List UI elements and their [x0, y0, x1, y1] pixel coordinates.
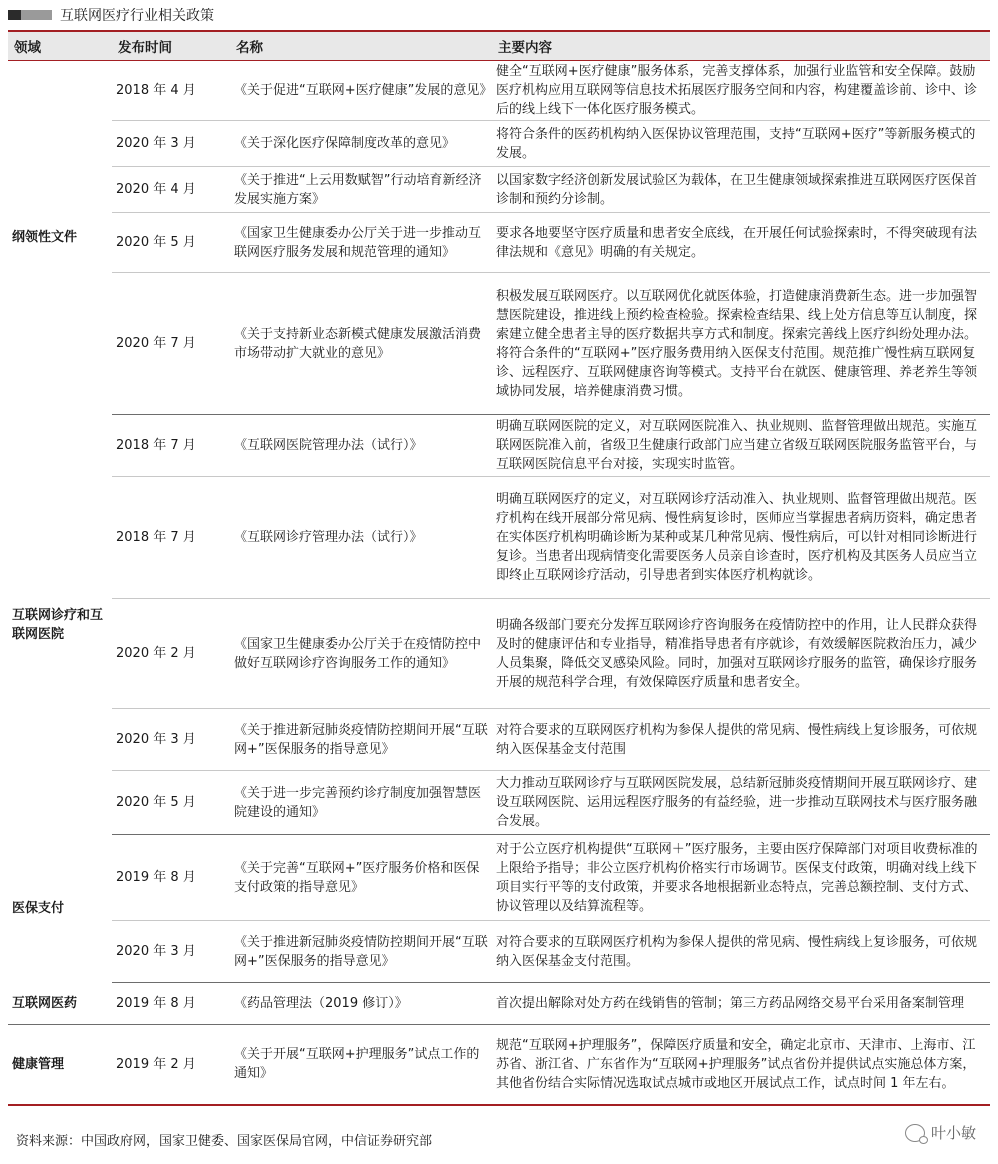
table-row	[8, 921, 990, 983]
name-cell: 《关于推进新冠肺炎疫情防控期间开展“互联网+”医保服务的指导意见》	[230, 921, 492, 983]
name-cell: 《国家卫生健康委办公厅关于进一步推动互联网医疗服务发展和规范管理的通知》	[230, 213, 492, 273]
watermark-text: 叶小敏	[930, 1124, 976, 1142]
name-cell: 《互联网诊疗管理办法（试行）》	[230, 477, 492, 599]
name-cell: 《国家卫生健康委办公厅关于在疫情防控中做好互联网诊疗咨询服务工作的通知》	[230, 599, 492, 709]
date-cell: 2020 年 3 月	[112, 121, 230, 167]
name-cell: 《关于深化医疗保障制度改革的意见》	[230, 121, 492, 167]
date-cell: 2018 年 7 月	[112, 415, 230, 477]
watermark	[905, 1122, 976, 1143]
content-cell: 规范“互联网+护理服务”，保障医疗质量和安全，确定北京市、天津市、上海市、江苏省、浙江省、广东省作为“互联网+护理服务”试点省份并提供试点实施总体方案，其他省份结合实际情况选取试点城市或地区开展试点工作，试点时间 1 年左右。	[492, 1025, 990, 1105]
content-cell: 对符合要求的互联网医疗机构为参保人提供的常见病、慢性病线上复诊服务，可依规纳入医保基金支付范围	[492, 709, 990, 771]
content-cell: 明确互联网医院的定义，对互联网医院准入、执业规则、监督管理做出规范。实施互联网医院准入前，省级卫生健康行政部门应当建立省级互联网医院服务监管平台，与互联网医院信息平台对接，实现实时监管。	[492, 415, 990, 477]
domain-cell: 互联网医药	[8, 983, 112, 1025]
source-note: 资料来源：中国政府网，国家卫健委、国家医保局官网，中信证券研究部	[16, 1134, 433, 1149]
header-date: 发布时间	[118, 40, 172, 56]
name-cell: 《关于支持新业态新模式健康发展激活消费市场带动扩大就业的意见》	[230, 273, 492, 415]
content-cell: 明确各级部门要充分发挥互联网诊疗咨询服务在疫情防控中的作用，让人民群众获得及时的健康评估和专业指导，精准指导患者有序就诊，有效缓解医院救治压力，减少人员集聚，降低交叉感染风险。同时，加强对互联网诊疗服务的监管，确保诊疗服务开展的规范科学合理，有效保障医疗质量和患者安全。	[492, 599, 990, 709]
table-row	[8, 599, 990, 709]
table-row	[8, 709, 990, 771]
domain-cell: 健康管理	[8, 1025, 112, 1105]
table-row	[8, 1025, 990, 1105]
table-row	[8, 61, 990, 121]
name-cell: 《关于进一步完善预约诊疗制度加强智慧医院建设的通知》	[230, 771, 492, 835]
name-cell: 《关于促进“互联网+医疗健康”发展的意见》	[230, 61, 492, 121]
page-title: 互联网医疗行业相关政策	[60, 8, 214, 24]
date-cell: 2019 年 8 月	[112, 835, 230, 921]
table-row	[8, 477, 990, 599]
content-cell: 首次提出解除对处方药在线销售的管制；第三方药品网络交易平台采用备案制管理	[492, 983, 990, 1025]
domain-cell: 互联网诊疗和互联网医院	[12, 607, 104, 642]
date-cell: 2020 年 5 月	[112, 213, 230, 273]
content-cell: 将符合条件的医药机构纳入医保协议管理范围，支持“互联网+医疗”等新服务模式的发展。	[492, 121, 990, 167]
content-cell: 对于公立医疗机构提供“互联网＋”医疗服务，主要由医疗保障部门对项目收费标准的上限给予指导；非公立医疗机构价格实行市场调节。医保支付政策，明确对线上线下项目实行平等的支付政策，并要求各地根据新业态特点，完善总额控制、支付方式、协议管理以及结算流程等。	[492, 835, 990, 921]
name-cell: 《关于推进新冠肺炎疫情防控期间开展“互联网+”医保服务的指导意见》	[230, 709, 492, 771]
name-cell: 《关于推进“上云用数赋智”行动培育新经济发展实施方案》	[230, 167, 492, 213]
policy-table	[8, 30, 990, 1106]
content-cell: 以国家数字经济创新发展试验区为载体，在卫生健康领域探索推进互联网医疗医保首诊制和预约分诊制。	[492, 167, 990, 213]
name-cell: 《互联网医院管理办法（试行）》	[230, 415, 492, 477]
wechat-icon	[905, 1124, 925, 1142]
table-row	[8, 771, 990, 835]
table-row	[8, 213, 990, 273]
date-cell: 2019 年 2 月	[112, 1025, 230, 1105]
date-cell: 2020 年 3 月	[112, 921, 230, 983]
date-cell: 2020 年 7 月	[112, 273, 230, 415]
content-cell: 大力推动互联网诊疗与互联网医院发展，总结新冠肺炎疫情期间开展互联网诊疗、建设互联网医院、运用远程医疗服务的有益经验，进一步推动互联网技术与医疗服务融合发展。	[492, 771, 990, 835]
title-bar	[8, 4, 214, 26]
table-row	[8, 273, 990, 415]
table-row	[8, 415, 990, 477]
date-cell: 2020 年 2 月	[112, 599, 230, 709]
name-cell: 《药品管理法（2019 修订）》	[230, 983, 492, 1025]
date-cell: 2020 年 3 月	[112, 709, 230, 771]
table-row	[8, 983, 990, 1025]
content-cell: 健全“互联网+医疗健康”服务体系，完善支撑体系，加强行业监管和安全保障。鼓励医疗机构应用互联网等信息技术拓展医疗服务空间和内容，构建覆盖诊前、诊中、诊后的线上线下一体化医疗服务模式。	[492, 61, 990, 121]
content-cell: 积极发展互联网医疗。以互联网优化就医体验，打造健康消费新生态。进一步加强智慧医院建设，推进线上预约检查检验。探索检查结果、线上处方信息等互认制度，探索建立健全患者主导的医疗数据共享方式和制度。探索完善线上医疗纠纷处理办法。将符合条件的“互联网+”医疗服务费用纳入医保支付范围。规范推广慢性病互联网复诊、远程医疗、互联网健康咨询等模式。支持平台在就医、健康管理、养老养生等领域协同发展，培养健康消费习惯。	[492, 273, 990, 415]
date-cell: 2019 年 8 月	[112, 983, 230, 1025]
content-cell: 明确互联网医疗的定义，对互联网诊疗活动准入、执业规则、监督管理做出规范。医疗机构在线开展部分常见病、慢性病复诊时，医师应当掌握患者病历资料，确定患者在实体医疗机构明确诊断为某种或某几种常见病、慢性病后，可以针对相同诊断进行复诊。当患者出现病情变化需要医务人员亲自诊查时，医疗机构及其医务人员应当立即终止互联网诊疗活动，引导患者到实体医疗机构就诊。	[492, 477, 990, 599]
date-cell: 2018 年 7 月	[112, 477, 230, 599]
content-cell: 对符合要求的互联网医疗机构为参保人提供的常见病、慢性病线上复诊服务，可依规纳入医保基金支付范围。	[492, 921, 990, 983]
name-cell: 《关于开展“互联网+护理服务”试点工作的通知》	[230, 1025, 492, 1105]
header-name: 名称	[236, 40, 263, 56]
title-marker-icon	[8, 10, 52, 20]
date-cell: 2020 年 4 月	[112, 167, 230, 213]
date-cell: 2020 年 5 月	[112, 771, 230, 835]
table-header-row	[8, 31, 990, 61]
domain-cell: 医保支付	[12, 901, 65, 916]
table-row	[8, 835, 990, 921]
table-row	[8, 167, 990, 213]
domain-cell: 纲领性文件	[12, 230, 78, 246]
date-cell: 2018 年 4 月	[112, 61, 230, 121]
header-content: 主要内容	[498, 40, 552, 56]
name-cell: 《关于完善“互联网+”医疗服务价格和医保支付政策的指导意见》	[230, 835, 492, 921]
table-row	[8, 121, 990, 167]
content-cell: 要求各地要坚守医疗质量和患者安全底线，在开展任何试验探索时，不得突破现有法律法规和《意见》明确的有关规定。	[492, 213, 990, 273]
header-domain: 领域	[14, 40, 41, 56]
